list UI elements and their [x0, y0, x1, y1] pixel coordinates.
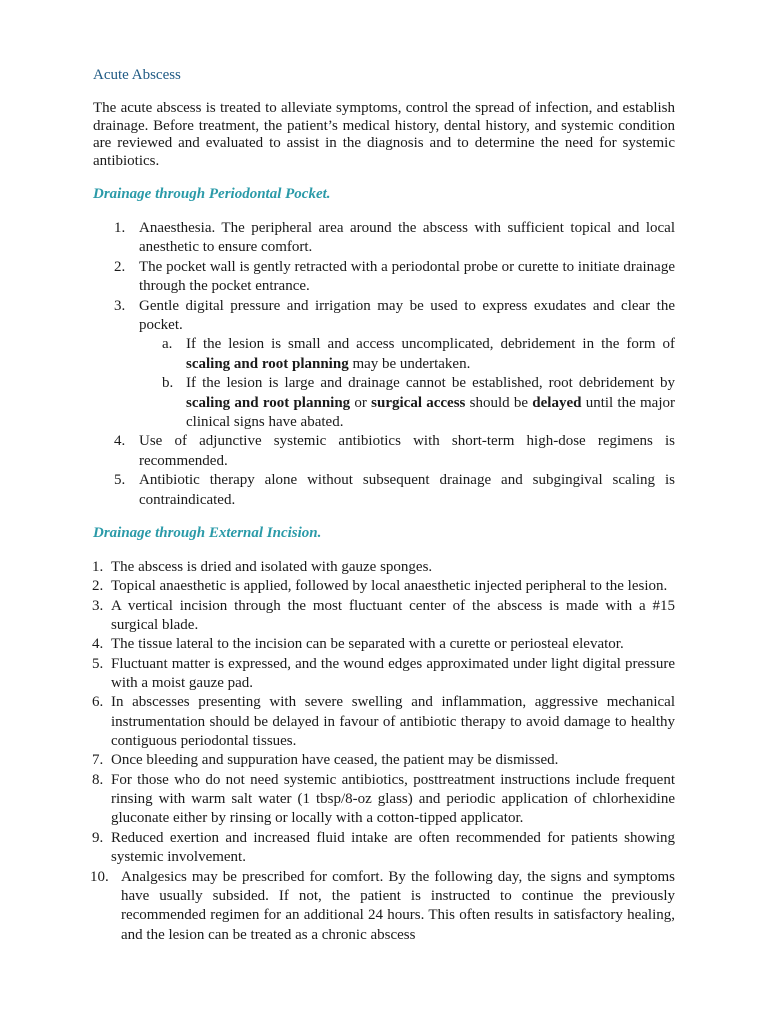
external-incision-steps	[90, 558, 675, 945]
bold-term: scaling and root planning	[186, 355, 349, 372]
list-item	[92, 577, 675, 596]
list-item-text: Antibiotic therapy alone without subsequent drainage and subgingival scaling is contraindicated.	[139, 472, 675, 508]
list-item	[114, 219, 675, 258]
list-number: 8.	[92, 771, 104, 788]
list-item-text: For those who do not need systemic antibiotics, posttreatment instructions include frequent rinsing with warm salt water (1 tbsp/8-oz glass) and periodic application of chlorhexidine gluconate either by rinsing or locally with a cotton-tipped applicator.	[111, 771, 675, 827]
list-item-text: A vertical incision through the most fluctuant center of the abscess is made with a #15 surgical blade.	[111, 597, 675, 634]
list-number: 2.	[92, 578, 104, 595]
sub-list-text: should be	[465, 394, 533, 411]
list-item-text: Analgesics may be prescribed for comfort. By the following day, the signs and symptoms have usually subsided. If not, the patient is instructed to continue the previously recommended regimen for an additional 24 hours. This often results in satisfactory healing, and the lesion can be treated as a chronic abscess	[121, 868, 675, 943]
list-number: 4.	[114, 433, 126, 450]
list-number: 1.	[114, 220, 126, 236]
list-number: 7.	[92, 752, 104, 769]
list-number: 6.	[92, 694, 104, 711]
sub-list-text: may be undertaken.	[348, 355, 471, 372]
sub-list-text: or	[350, 394, 372, 411]
list-item-text: Reduced exertion and increased fluid intake are often recommended for patients showing systemic involvement.	[111, 829, 675, 866]
section-heading-periodontal-pocket: Drainage through Periodontal Pocket.	[93, 186, 331, 202]
list-item	[92, 635, 675, 654]
list-number: 1.	[92, 559, 104, 575]
list-item	[114, 432, 675, 471]
list-item	[92, 693, 675, 751]
list-item-text: Once bleeding and suppuration have ceased, the patient may be dismissed.	[111, 752, 559, 769]
list-number: 3.	[92, 597, 104, 614]
list-item	[114, 297, 675, 433]
list-number: 5.	[92, 655, 104, 672]
list-item-text: Topical anaesthetic is applied, followed by local anaesthetic injected peripheral to the lesion.	[111, 578, 668, 595]
list-number: 4.	[92, 636, 104, 653]
list-item	[92, 751, 675, 770]
sub-list-text: If the lesion is small and access uncomplicated, debridement in the form of	[186, 336, 675, 353]
list-number: 5.	[114, 472, 126, 489]
periodontal-pocket-steps	[114, 219, 675, 510]
list-item-text: The abscess is dried and isolated with gauze sponges.	[111, 559, 433, 575]
page-title: Acute Abscess	[93, 67, 181, 83]
sub-list-label: a.	[162, 336, 173, 353]
list-number: 9.	[92, 829, 104, 846]
list-item-text: Anaesthesia. The peripheral area around the abscess with sufficient topical and local anesthetic to ensure comfort.	[139, 220, 675, 256]
list-item	[114, 258, 675, 297]
list-item	[90, 868, 675, 945]
bold-term: surgical access	[371, 394, 466, 411]
list-number: 2.	[114, 258, 126, 275]
list-item-text: Fluctuant matter is expressed, and the wound edges approximated under light digital pressure with a moist gauze pad.	[111, 655, 675, 692]
list-item	[92, 597, 675, 636]
sub-list-item	[139, 335, 675, 374]
list-item	[114, 471, 675, 510]
sub-list-item	[139, 374, 675, 432]
list-item-text: Gentle digital pressure and irrigation may be used to express exudates and clear the pocket.	[139, 297, 675, 334]
section-heading-external-incision: Drainage through External Incision.	[93, 525, 322, 541]
sub-list-text: If the lesion is large and drainage cannot be established, root debridement by	[186, 375, 675, 392]
bold-term: scaling and root planning	[186, 394, 351, 411]
bold-term: delayed	[532, 394, 582, 411]
list-number: 10.	[90, 868, 109, 885]
list-item-text: The pocket wall is gently retracted with a periodontal probe or curette to initiate drainage through the pocket entrance.	[139, 258, 675, 295]
sub-list-label: b.	[162, 375, 174, 392]
intro-paragraph: The acute abscess is treated to alleviate symptoms, control the spread of infection, and establish drainage. Before treatment, the patient’s medical history, dental history, and systemic condition are reviewed and evaluated to assist in the diagnosis and to determine the need for systemic antibiotics.	[93, 100, 675, 169]
list-item-text: The tissue lateral to the incision can be separated with a curette or periosteal elevator.	[111, 636, 624, 653]
list-item-text: In abscesses presenting with severe swelling and inflammation, aggressive mechanical instrumentation should be delayed in favour of antibiotic therapy to avoid damage to healthy contiguous periodontal tissues.	[111, 694, 675, 750]
list-item-text: Use of adjunctive systemic antibiotics with short-term high-dose regimens is recommended.	[139, 433, 675, 469]
list-item	[92, 829, 675, 868]
sub-list	[139, 335, 675, 432]
list-number: 3.	[114, 297, 126, 314]
list-item	[92, 771, 675, 829]
list-item	[92, 655, 675, 694]
list-item	[92, 558, 675, 577]
sub-list-text: until the major clinical signs have abated.	[186, 394, 675, 431]
